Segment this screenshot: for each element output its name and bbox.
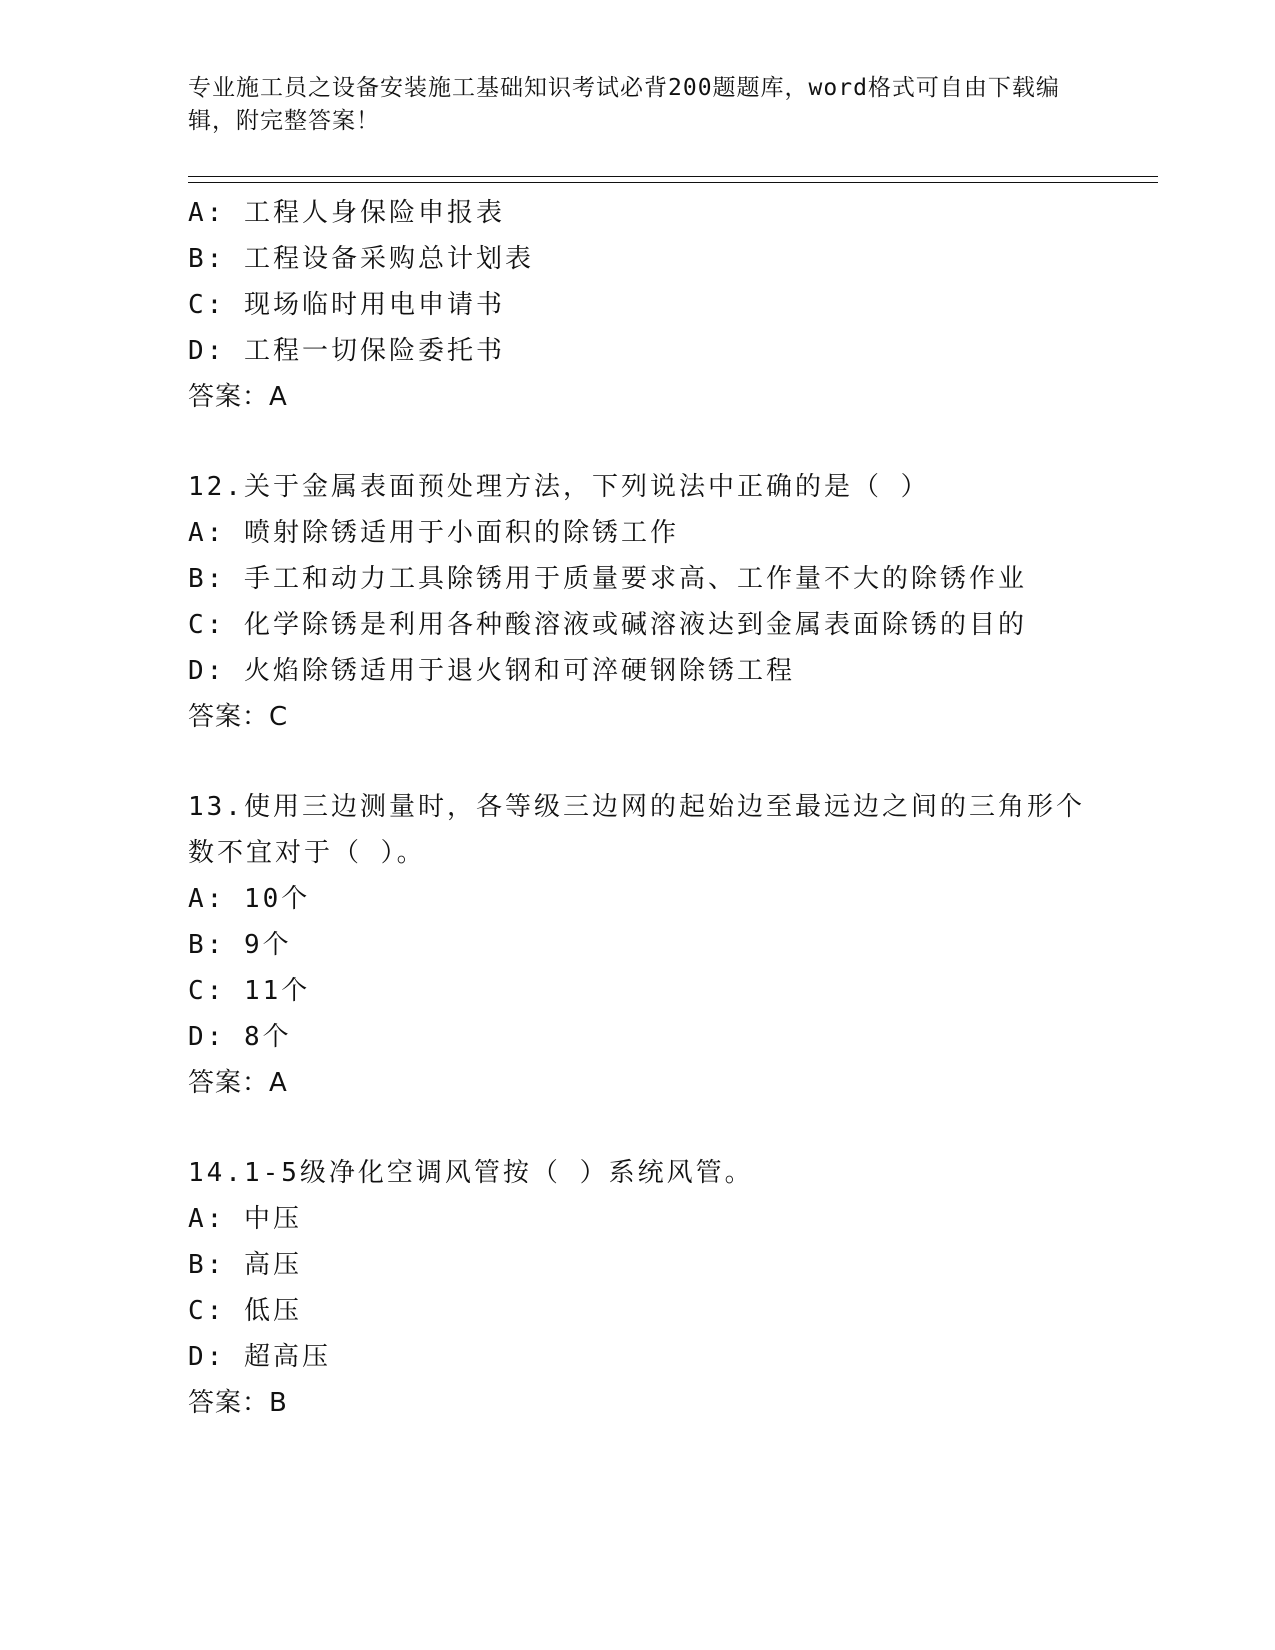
option-text: 工程设备采购总计划表 bbox=[243, 244, 534, 274]
option-line bbox=[188, 602, 1168, 648]
option-line bbox=[188, 968, 1168, 1014]
option-letter: D: bbox=[188, 656, 226, 686]
option-line bbox=[188, 1242, 1168, 1288]
option-text: 11个 bbox=[243, 976, 311, 1006]
header-divider-top bbox=[188, 176, 1158, 177]
option-letter: A: bbox=[188, 518, 226, 548]
option-line bbox=[188, 1334, 1168, 1380]
option-line bbox=[188, 876, 1168, 922]
option-letter: A: bbox=[188, 884, 226, 914]
option-text: 工程人身保险申报表 bbox=[243, 198, 505, 228]
question-stem: 14.1-5级净化空调风管按（ ）系统风管。 bbox=[188, 1158, 754, 1188]
option-line bbox=[188, 922, 1168, 968]
option-letter: D: bbox=[188, 1022, 226, 1052]
answer-line: 答案：A bbox=[188, 1068, 288, 1098]
option-line bbox=[188, 190, 1168, 236]
header-divider-bottom bbox=[188, 182, 1158, 183]
question-stem: 12.关于金属表面预处理方法，下列说法中正确的是（ ） bbox=[188, 472, 930, 502]
option-letter: B: bbox=[188, 244, 226, 274]
option-text: 8个 bbox=[243, 1022, 292, 1052]
option-line bbox=[188, 282, 1168, 328]
option-text: 化学除锈是利用各种酸溶液或碱溶液达到金属表面除锈的目的 bbox=[243, 610, 1027, 640]
option-text: 现场临时用电申请书 bbox=[243, 290, 505, 320]
option-letter: C: bbox=[188, 976, 226, 1006]
option-text: 中压 bbox=[243, 1204, 302, 1234]
question-block-14 bbox=[188, 1150, 1168, 1426]
option-line bbox=[188, 556, 1168, 602]
question-block-12 bbox=[188, 464, 1168, 740]
document-title: 专业施工员之设备安装施工基础知识考试必背200题题库，word格式可自由下载编辑，附完整答案！ bbox=[188, 75, 1060, 134]
option-text: 火焰除锈适用于退火钢和可淬硬钢除锈工程 bbox=[243, 656, 795, 686]
option-letter: A: bbox=[188, 1204, 226, 1234]
question-block-11 bbox=[188, 190, 1168, 420]
answer-line: 答案：C bbox=[188, 702, 289, 732]
option-text: 9个 bbox=[243, 930, 292, 960]
option-text: 手工和动力工具除锈用于质量要求高、工作量不大的除锈作业 bbox=[243, 564, 1027, 594]
option-line bbox=[188, 648, 1168, 694]
option-text: 10个 bbox=[243, 884, 311, 914]
option-text: 超高压 bbox=[243, 1342, 331, 1372]
option-text: 喷射除锈适用于小面积的除锈工作 bbox=[243, 518, 679, 548]
option-line bbox=[188, 1196, 1168, 1242]
option-line bbox=[188, 236, 1168, 282]
option-line bbox=[188, 328, 1168, 374]
option-line bbox=[188, 1288, 1168, 1334]
option-line bbox=[188, 510, 1168, 556]
question-block-13 bbox=[188, 784, 1168, 1106]
option-letter: B: bbox=[188, 930, 226, 960]
option-letter: C: bbox=[188, 610, 226, 640]
option-letter: C: bbox=[188, 1296, 226, 1326]
question-stem: 13.使用三边测量时，各等级三边网的起始边至最远边之间的三角形个数不宜对于（ ）。 bbox=[188, 792, 1085, 868]
option-text: 高压 bbox=[243, 1250, 302, 1280]
option-text: 工程一切保险委托书 bbox=[243, 336, 505, 366]
question-content bbox=[188, 190, 1168, 1426]
option-letter: B: bbox=[188, 564, 226, 594]
option-letter: D: bbox=[188, 336, 226, 366]
option-letter: B: bbox=[188, 1250, 226, 1280]
option-line bbox=[188, 1014, 1168, 1060]
option-text: 低压 bbox=[243, 1296, 302, 1326]
option-letter: A: bbox=[188, 198, 226, 228]
option-letter: D: bbox=[188, 1342, 226, 1372]
answer-line: 答案：B bbox=[188, 1388, 288, 1418]
answer-line: 答案：A bbox=[188, 382, 288, 412]
option-letter: C: bbox=[188, 290, 226, 320]
